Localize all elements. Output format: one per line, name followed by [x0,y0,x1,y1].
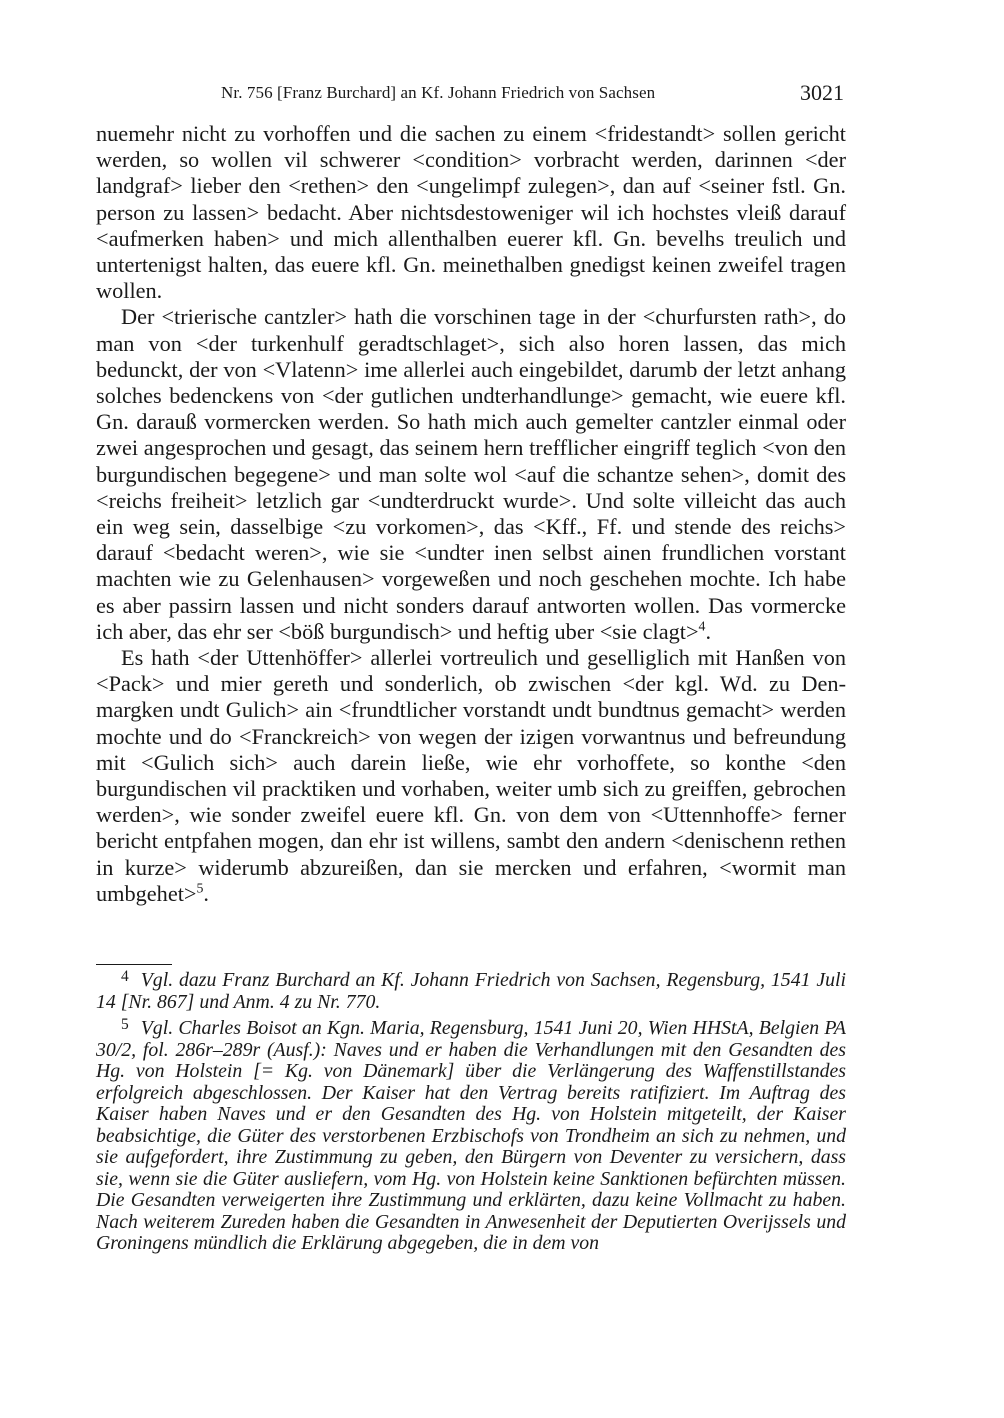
footnote-text: Vgl. dazu Franz Burchard an Kf. Johann Friedrich von Sachsen, Regensburg, 1541 Juli 14 [Nr. 867] und Anm. 4 zu Nr. 770. [96,969,846,1013]
footnote-ref-4: 4 [698,618,706,634]
footnote-number: 4 [121,967,129,985]
paragraph-3-end: . [203,880,209,906]
page-number: 3021 [800,80,844,105]
footnote-ref-5: 5 [196,880,204,896]
footnote-separator [96,964,172,965]
paragraph-1-text: nuemehr nicht zu vorhoffen und die sachen zu einem <fridestandt> sollen gericht werden, so wollen vil schwerer <condition> vorbracht werden, darinnen <der landgraf> lieber den <rethen> den <ungelimpf zulegen>, dan auf <seiner fstl. Gn. person zu lassen> bedacht. Aber nichtsdestoweniger wil ich hochstes vleiß darauf <aufmerken haben> und mich allenthalben euerer kfl. Gn. bevelhs treulich und untertenigst halten, das euere kfl. Gn. meinethalben gnedigst keinen zweifel tragen wollen. [96,121,846,304]
paragraph-2-text: Der <trierische cantzler> hath die vorschinen tage in der <churfursten rath>, do man von <der turkenhulf geradtschlaget>, sich also horen lassen, das mich bedunckt, der von <Vlatenn> ime allerlei auch eingebildet, darumb der letzt anhang solches bedenckens von <der gutlichen undterhandlunge> gemacht, wie euere kfl. Gn. darauß vormercken werden. So hath mich auch gemelter cantzler einmal oder zwei angesprochen und gesagt, das seinem hern trefflicher eingriff teglich <von den burgundischen begegene> und man solte wol <auf die schantze sehen>, domit des <reichs freiheit> letzlich gar <undterdruckt wurde>. Und solte villeicht das auch ein weg sein, dasselbige <zu vorkomen>, das <Kff., Ff. und stende des reichs> darauf <bedacht weren>, wie sie <undter inen selbst ainen frundlichen vorstant machten wie zu Gelenhausen> vorgeweßen und noch geschehen mochte. Ich habe es aber passirn lassen und nicht sonders darauf antworten wollen. Das vormercke ich aber, das ehr ser <böß burgundisch> und heftig uber <sie clagt> [96,304,846,644]
paragraph-2-end: . [705,618,712,644]
paragraph-1 [96,121,846,304]
paragraph-2 [96,304,846,645]
footnotes [96,967,846,1260]
paragraph-3 [96,645,846,907]
footnote-5 [96,1015,846,1255]
running-title: Nr. 756 [Franz Burchard] an Kf. Johann Friedrich von Sachsen [221,83,656,102]
body-text [96,121,846,907]
running-head [96,80,846,108]
paragraph-3-text: Es hath <der Uttenhöffer> allerlei vortreulich und geselliglich mit Hanßen von <Pack> und mier gereth und sonderlich, ob zwischen <der kgl. Wd. zu Denmargken undt Gulich> ain <frundtlicher vorstandt undt bundtnus gemacht> werden mochte und do <Franckreich> von wegen der izigen vorwantnus und befreundung mit <Gulich sich> auch darein ließe, wie ehr vorhoffete, so konthe <den burgundischen vil pracktiken und vorhaben, weiter umb sich zu greiffen, gebrochen werden>, wie sonder zweifel euere kfl. Gn. von dem von <Uttennhoffe> ferner bericht entpfahen mogen, dan ehr ist willens, sambt den andern <denischenn rethen in kurze> widerumb abzureißen, dan sie mercken und erfahren, <wormit man umbgehet> [96,645,846,906]
footnote-number: 5 [121,1015,129,1033]
footnote-text: Vgl. Charles Boisot an Kgn. Maria, Regensburg, 1541 Juni 20, Wien HHStA, Belgien PA 30/2, fol. 286r–289r (Ausf.): Naves und er haben die Verhandlungen mit den Gesandten des Hg. von Holstein [= Kg. von Dänemark] über die Verlängerung des Waffenstillstandes erfolgreich abgeschlossen. Der Kaiser hat den Vertrag bereits ratifiziert. Im Auftrag des Kaiser haben Naves und er den Gesandten des Hg. von Holstein mitgeteilt, der Kaiser beabsichtige, die Güter des verstorbenen Erzbischofs von Trondheim an sich zu nehmen, und sie aufgefordert, ihre Zustimmung zu geben, den Bürgern von Deventer zu versichern, dass sie, wenn sie die Güter ausliefern, vom Hg. von Holstein keine Sanktionen befürchten müssen. Die Gesandten verweigerten ihre Zustimmung und erklärten, dazu keine Vollmacht zu haben. Nach weiterem Zureden haben die Gesandten in Anwesenheit der Deputierten Overijssels und Groningens mündlich die Erklärung abgegeben, die in dem von [96,1017,846,1254]
footnote-4 [96,967,846,1013]
